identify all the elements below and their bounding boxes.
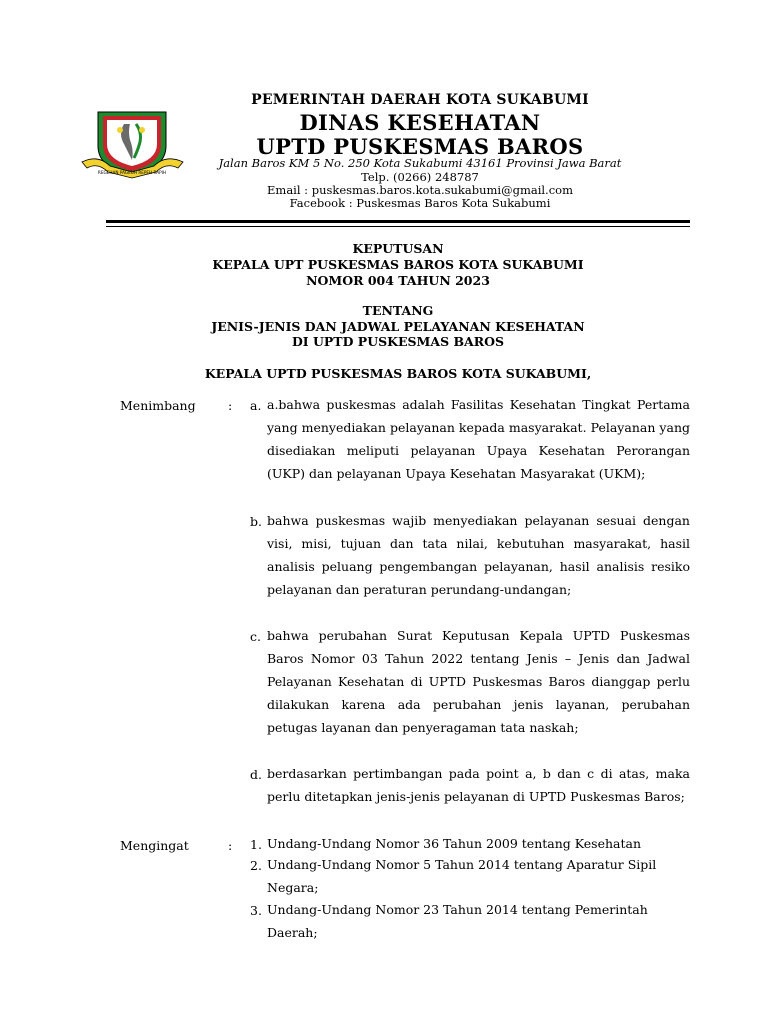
decree-heading: KEPUTUSAN bbox=[352, 241, 444, 256]
mengingat-item bbox=[250, 853, 690, 899]
letterhead-agency: DINAS KESEHATAN bbox=[299, 110, 541, 135]
menimbang-item bbox=[250, 762, 690, 808]
item-marker: d. bbox=[250, 767, 262, 782]
letterhead-divider-thin bbox=[106, 226, 690, 227]
menimbang-label: Menimbang bbox=[120, 398, 196, 413]
item-marker: a. bbox=[250, 398, 262, 413]
menimbang-item bbox=[250, 393, 690, 485]
letterhead-email: Email : puskesmas.baros.kota.sukabumi@gmail.com bbox=[267, 183, 573, 197]
decree-subject-line-1: JENIS-JENIS DAN JADWAL PELAYANAN KESEHATAN bbox=[211, 319, 585, 334]
item-marker: b. bbox=[250, 514, 262, 529]
item-marker: 2. bbox=[250, 858, 262, 873]
mengingat-item bbox=[250, 898, 690, 944]
letterhead-address: Jalan Baros KM 5 No. 250 Kota Sukabumi 43161 Provinsi Jawa Barat bbox=[218, 156, 622, 170]
letterhead-phone: Telp. (0266) 248787 bbox=[361, 170, 479, 184]
menimbang-item bbox=[250, 624, 690, 739]
item-marker: 1. bbox=[250, 837, 262, 852]
menimbang-colon: : bbox=[228, 398, 233, 413]
letterhead-divider-thick bbox=[106, 220, 690, 223]
item-text: bahwa perubahan Surat Keputusan Kepala UPTD Puskesmas Baros Nomor 03 Tahun 2022 tentang Jenis – Jenis dan Jadwal Pelayanan Kesehatan di UPTD Puskesmas Baros dianggap perlu dilakukan karena ada perubahan jenis layanan, perubahan petugas layanan dan penyeragaman tata naskah; bbox=[267, 628, 690, 735]
item-text: bahwa puskesmas wajib menyediakan pelayanan sesuai dengan visi, misi, tujuan dan tata nilai, kebutuhan masyarakat, hasil analisis peluang pengembangan pelayanan, hasil analisis resiko pelayanan dan peraturan perundang-undangan; bbox=[267, 513, 690, 597]
sukabumi-city-logo bbox=[80, 110, 185, 180]
decree-about: TENTANG bbox=[362, 303, 434, 318]
item-text: berdasarkan pertimbangan pada point a, b dan c di atas, maka perlu ditetapkan jenis-jenis pelayanan di UPTD Puskesmas Baros; bbox=[267, 766, 690, 804]
item-marker: 3. bbox=[250, 903, 262, 918]
item-text: a.bahwa puskesmas adalah Fasilitas Kesehatan Tingkat Pertama yang menyediakan pelayanan kepada masyarakat. Pelayanan yang disediakan meliputi pelayanan Upaya Kesehatan Perorangan (UKP) dan pelayanan Upaya Kesehatan Masyarakat (UKM); bbox=[267, 397, 690, 481]
mengingat-colon: : bbox=[228, 838, 233, 853]
decree-subject-line-2: DI UPTD PUSKESMAS BAROS bbox=[291, 334, 505, 349]
mengingat-item bbox=[250, 832, 690, 855]
decree-issuer: KEPALA UPTD PUSKESMAS BAROS KOTA SUKABUMI, bbox=[204, 366, 592, 381]
item-text: Undang-Undang Nomor 5 Tahun 2014 tentang Aparatur Sipil Negara; bbox=[267, 857, 657, 895]
item-marker: c. bbox=[250, 629, 261, 644]
letterhead-government: PEMERINTAH DAERAH KOTA SUKABUMI bbox=[251, 92, 589, 108]
letterhead-unit: UPTD PUSKESMAS BAROS bbox=[256, 134, 584, 159]
mengingat-label: Mengingat bbox=[120, 838, 189, 853]
letterhead-facebook: Facebook : Puskesmas Baros Kota Sukabumi bbox=[289, 196, 551, 210]
item-text: Undang-Undang Nomor 23 Tahun 2014 tentang Pemerintah Daerah; bbox=[267, 902, 648, 940]
decree-issuer-heading: KEPALA UPT PUSKESMAS BAROS KOTA SUKABUMI bbox=[212, 257, 584, 272]
menimbang-item bbox=[250, 509, 690, 601]
decree-number: NOMOR 004 TAHUN 2023 bbox=[306, 273, 490, 288]
item-text: Undang-Undang Nomor 36 Tahun 2009 tentang Kesehatan bbox=[267, 836, 641, 851]
svg-text:REGEHAN PAGEUH REPEH RAPIH: REGEHAN PAGEUH REPEH RAPIH bbox=[97, 170, 167, 175]
